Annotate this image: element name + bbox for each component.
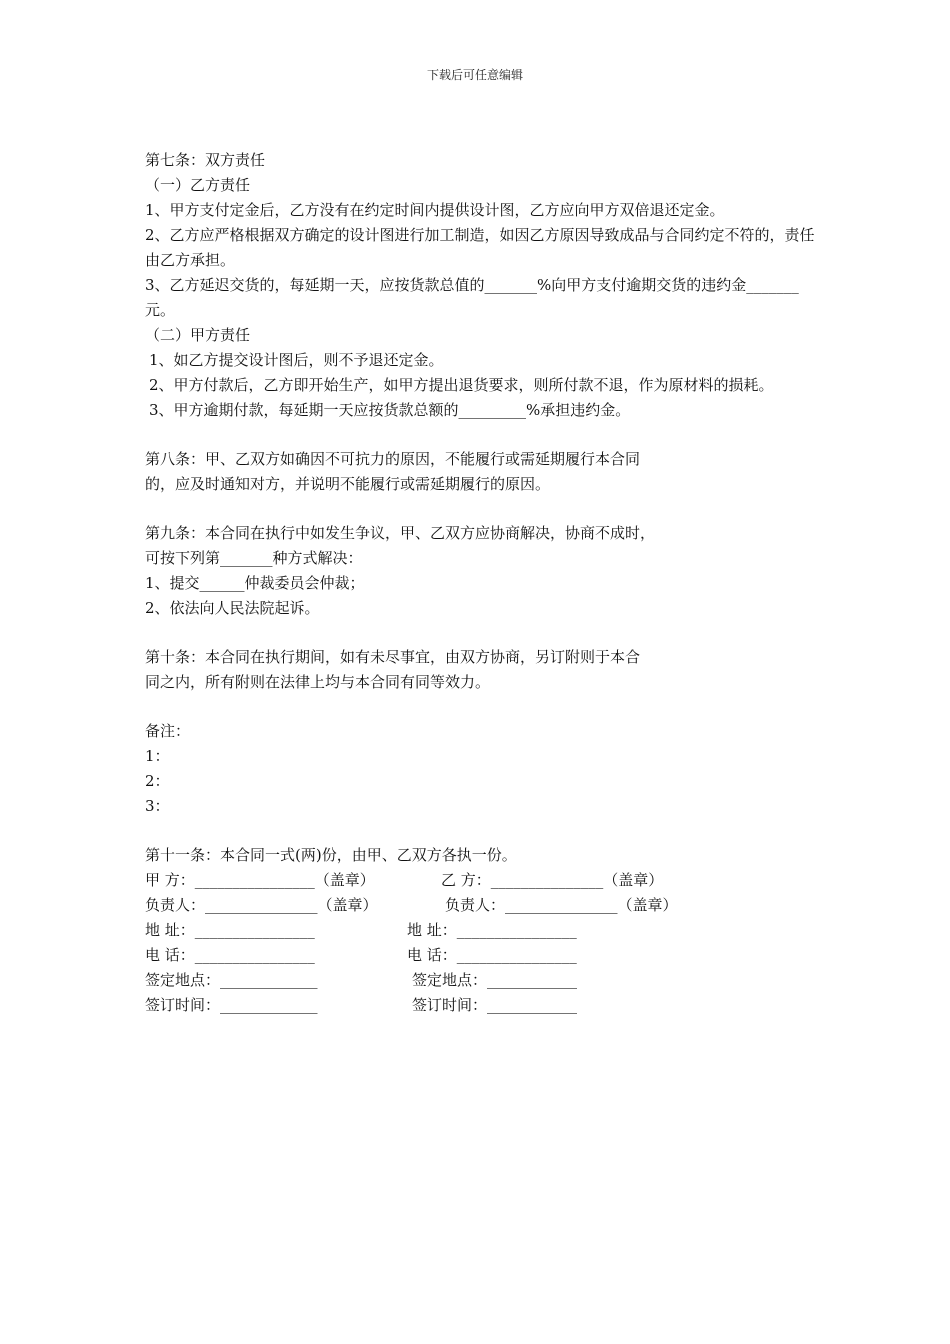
signature-row-phone (145, 943, 815, 968)
article11-title: 第十一条：本合同一式(两)份，由甲、乙双方各执一份。 (145, 846, 517, 864)
party-a-item-2: 2、甲方付款后，乙方即开始生产，如甲方提出退货要求，则所付款不退，作为原材料的损耗。 (149, 376, 774, 394)
party-b-phone: 电 话：________________ (407, 946, 577, 964)
party-a-signing-time: 签订时间：_____________ (145, 996, 318, 1014)
party-a-address: 地 址：________________ (145, 921, 315, 939)
document-body (145, 148, 815, 1018)
remarks-item-3: 3： (145, 797, 170, 815)
article8-line-2: 的，应及时通知对方，并说明不能履行或需延期履行的原因。 (145, 475, 551, 493)
article7-title: 第七条：双方责任 (145, 151, 266, 169)
party-b-signing-time: 签订时间：____________ (412, 996, 578, 1014)
remarks-title: 备注： (145, 722, 191, 740)
header-note: 下载后可任意编辑 (426, 68, 523, 82)
party-b-address: 地 址：________________ (407, 921, 577, 939)
party-b-item-3: 3、乙方延迟交货的，每延期一天，应按货款总值的_______%向甲方支付逾期交货的违约金_______元。 (145, 276, 799, 319)
article9-line-1: 第九条：本合同在执行中如发生争议，甲、乙双方应协商解决，协商不成时， (145, 524, 656, 542)
article9-line-2: 可按下列第_______种方式解决： (145, 549, 363, 567)
signature-row-party (145, 868, 815, 893)
party-b-signature: 乙 方：_______________（盖章） (441, 871, 664, 889)
article8-line-1: 第八条：甲、乙双方如确因不可抗力的原因，不能履行或需延期履行本合同 (145, 450, 641, 468)
party-a-signing-place: 签定地点：_____________ (145, 971, 318, 989)
party-a-heading: （二）甲方责任 (145, 326, 251, 344)
party-b-item-2: 2、乙方应严格根据双方确定的设计图进行加工制造，如因乙方原因导致成品与合同约定不符的，责任由乙方承担。 (145, 226, 815, 269)
party-a-phone: 电 话：________________ (145, 946, 315, 964)
party-b-representative: 负责人：_______________（盖章） (445, 896, 678, 914)
article9-item-2: 2、依法向人民法院起诉。 (145, 599, 320, 617)
article10-line-2: 同之内，所有附则在法律上均与本合同有同等效力。 (145, 673, 491, 691)
party-a-item-1: 1、如乙方提交设计图后，则不予退还定金。 (149, 351, 444, 369)
article9-item-1: 1、提交______仲裁委员会仲裁； (145, 574, 365, 592)
signature-row-address (145, 918, 815, 943)
signature-row-place (145, 968, 815, 993)
signature-row-representative (145, 893, 815, 918)
party-a-signature: 甲 方：________________（盖章） (145, 871, 375, 889)
remarks-item-2: 2： (145, 772, 170, 790)
signature-row-time (145, 993, 815, 1018)
party-a-item-3: 3、甲方逾期付款，每延期一天应按货款总额的_________%承担违约金。 (149, 401, 631, 419)
party-b-signing-place: 签定地点：____________ (412, 971, 578, 989)
party-b-item-1: 1、甲方支付定金后，乙方没有在约定时间内提供设计图，乙方应向甲方双倍退还定金。 (145, 201, 725, 219)
party-a-representative: 负责人：_______________（盖章） (145, 896, 378, 914)
party-b-heading: （一）乙方责任 (145, 176, 251, 194)
article10-line-1: 第十条：本合同在执行期间，如有未尽事宜，由双方协商，另订附则于本合 (145, 648, 641, 666)
remarks-item-1: 1： (145, 747, 170, 765)
